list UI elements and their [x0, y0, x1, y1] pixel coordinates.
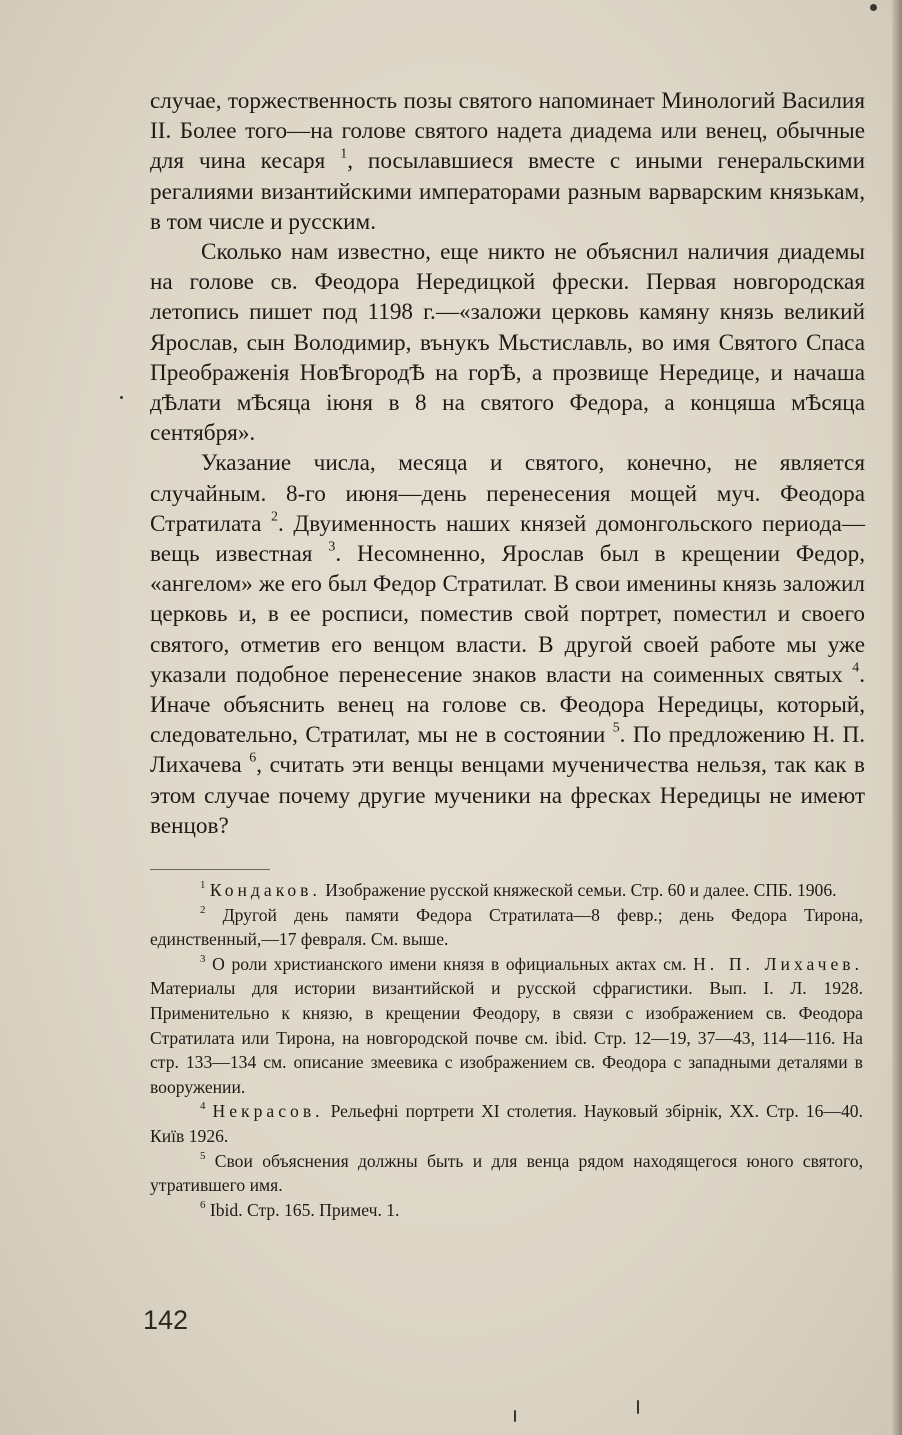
page-number: 142	[143, 1305, 189, 1335]
footnote-author: Некрасов.	[212, 1101, 324, 1122]
paragraph-3: Указание числа, месяца и святого, конечно, не является случайным. 8-го июня—день перенесения мощей муч. Феодора Стратилата $^2$. Двуименность наших князей домонгольского периода—вещь известная $^3$. Несомненно, Ярослав был в крещении Федор, «ангелом» же его был Федор Стратилат. В свои именины князь заложил церковь и, в ее росписи, поместив свой портрет, поместил и своего святого, отметив его венцом власти. В другой своей работе мы уже указали подобное перенесение знаков власти на соименных святых $^4$. Иначе объяснить венец на голове св. Феодора Нередицы, который, следовательно, Стратилат, мы не в состоянии $^5$. По предложению Н. П. Лихачева $^6$, считать эти венцы венцами мученичества нельзя, так как в этом случае почему другие мученики на фресках Нередицы не имеют венцов?	[150, 450, 866, 839]
footnote-5: $^5$ Свои объяснения должны быть и для венца рядом находящегося юного святого, утратившего имя.	[150, 1149, 863, 1196]
footnote-ref-3: 3	[328, 539, 336, 555]
footnote-ref-1: 1	[340, 146, 348, 162]
footnotes	[150, 878, 863, 1222]
footnote-3: $^3$ О роли христианского имени князя в официальных актах см. Н. П. Лихачев. Материалы для истории византийской и русской сфрагистики. Вып. I. Л. 1928. Применительно к князю, в крещении Феодору, в связи с изображением св. Феодора Стратилата или Тирона, на новгородской почве см. ibid. Стр. 12—19, 37—43, 114—116. На стр. 133—134 см. описание змеевика с изображением св. Феодора с западными деталями в вооружении.	[150, 952, 863, 1097]
footnote-author: Н. П. Лихачев.	[693, 953, 863, 974]
page-edge-shadow	[892, 0, 902, 1435]
ink-speck	[120, 396, 123, 399]
footnote-ref-6: 6	[249, 751, 257, 767]
footnote-ref-4: 4	[852, 660, 860, 676]
paragraph-2: Сколько нам известно, еще никто не объяснил наличия диадемы на голове св. Феодора Нередицкой фрески. Первая новгородская летопись пишет под 1198 г.—«заложи церковь камяну князь великий Ярослав, сын Володимир, вънукъ Мьстиславль, во имя Святого Спаса Преображенія НовѢгородѢ на горѢ, а прозвище Нередице, и начаша дѢлати мѢсяца іюня в 8 на святого Федора, а концяша мѢсяца сентября».	[150, 239, 865, 447]
footnote-separator	[150, 869, 270, 870]
footnote-1: $^1$ Кондаков. Изображение русской княжеской семьи. Стр. 60 и далее. СПБ. 1906.	[200, 878, 837, 900]
paragraph-1: случае, торжественность позы святого напоминает Минологий Василия II. Более того—на голове святого надета диадема или венец, обычные для чина кесаря $^1$, посылавшиеся вместе с иными генеральскими регалиями византийскими императорами разным варварским князькам, в том числе и русским.	[150, 88, 865, 235]
ink-speck	[514, 1410, 516, 1422]
footnote-author: Кондаков.	[209, 880, 321, 900]
ink-speck	[637, 1400, 639, 1414]
footnote-6: $^6$ Ibid. Стр. 165. Примеч. 1.	[200, 1198, 400, 1220]
footnote-ref-5: 5	[612, 720, 620, 736]
footnote-4: $^4$ Некрасов. Рельефні портрети XI столетия. Науковый збірнік, XX. Стр. 16—40. Київ 1926.	[150, 1100, 863, 1146]
footnote-ref-2: 2	[271, 509, 278, 525]
ink-speck	[870, 4, 877, 11]
footnote-2: $^2$ Другой день памяти Федора Стратилата—8 февр.; день Федора Тирона, единственный,—17 февраля. См. выше.	[150, 903, 864, 950]
main-text	[150, 86, 865, 841]
